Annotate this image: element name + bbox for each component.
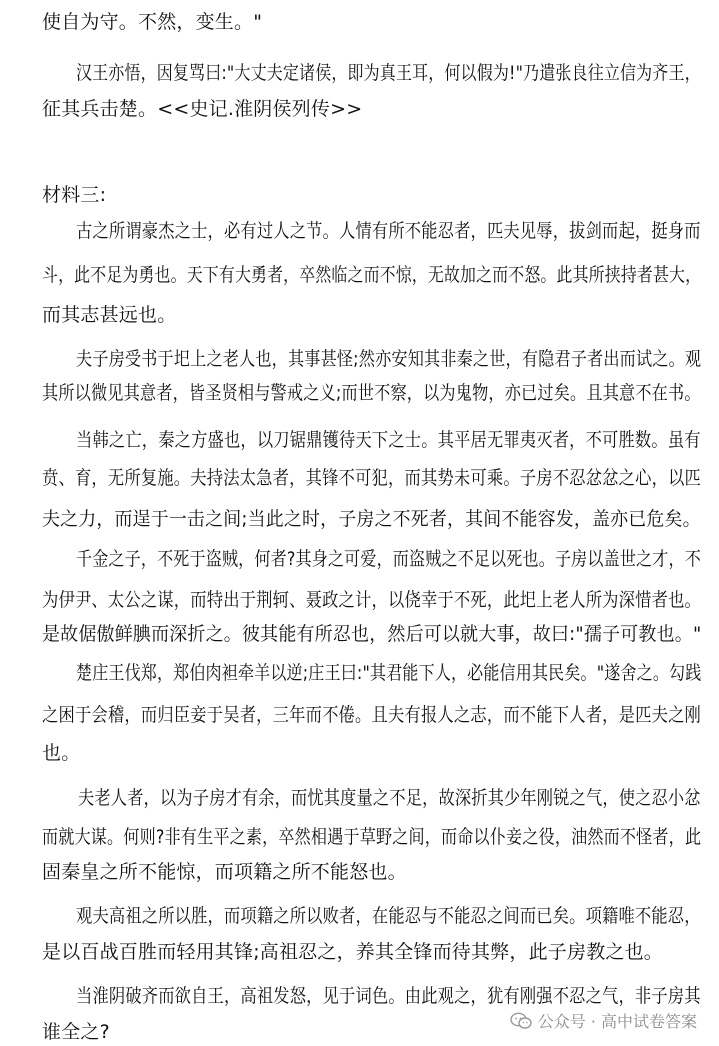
text-line: 观夫高祖之所以胜，而项籍之所以败者，在能忍与不能忍之间而已矣。项籍唯不能忍， xyxy=(76,905,701,927)
text-line: 是故倨傲鲜腆而深折之。彼其能有所忍也，然后可以就大事，故曰:"孺子可教也。" xyxy=(42,623,702,645)
text-line: 夫子房受书于圯上之老人也，其事甚怪;然亦安知其非秦之世，有隐君子者出而试之。观 xyxy=(76,348,702,370)
text-line: 之困于会稽，而归臣妾于吴者，三年而不倦。且夫有报人之志，而不能下人者，是匹夫之刚 xyxy=(42,704,702,726)
text-line: 也。 xyxy=(42,742,81,764)
text-line: 使自为守。不然，变生。" xyxy=(42,11,263,33)
text-line: 千金之子，不死于盗贼，何者?其身之可爱，而盗贼之不足以死也。子房以盖世之才，不 xyxy=(76,548,701,570)
text-line: 夫之力，而逞于一击之间;当此之时，子房之不死者，其间不能容发，盖亦已危矣。 xyxy=(42,508,701,530)
text-line: 当淮阴破齐而欲自王，高祖发怒，见于词色。由此观之，犹有刚强不忍之气，非子房其 xyxy=(76,985,701,1007)
text-line: 古之所谓豪杰之士，必有过人之节。人情有所不能忍者，匹夫见辱，拔剑而起，挺身而 xyxy=(76,220,701,242)
text-line: 固秦皇之所不能惊，而项籍之所不能怒也。 xyxy=(42,861,407,883)
text-line: 而就大谋。何则?非有生平之素，卒然相遇于草野之间，而命以仆妾之役，油然而不怪者，此 xyxy=(42,826,702,848)
text-line: 贲、育，无所复施。夫持法太急者，其锋不可犯，而其势未可乘。子房不忍忿忿之心，以匹 xyxy=(42,467,702,489)
text-line: 而其志甚远也。 xyxy=(42,304,177,326)
watermark xyxy=(510,1009,697,1032)
watermark-text: 公众号 · 高中试卷答案 xyxy=(537,1012,697,1031)
wechat-icon xyxy=(510,1012,532,1030)
text-line: 斗，此不足为勇也。天下有大勇者，卒然临之而不惊，无故加之而不怒。此其所挟持者甚大， xyxy=(42,264,702,286)
text-line: 谁全之? xyxy=(42,1021,110,1043)
text-line: 当韩之亡，秦之方盛也，以刀锯鼎镬待天下之士。其平居无罪夷灭者，不可胜数。虽有 xyxy=(76,429,701,451)
text-line: 汉王亦悟，因复骂曰:"大丈夫定诸侯，即为真王耳，何以假为!"乃遣张良往立信为齐王， xyxy=(76,62,701,84)
text-line: 楚庄王伐郑，郑伯肉袒牵羊以逆;庄王曰:"其君能下人，必能信用其民矣。"遂舍之。勾践 xyxy=(76,662,702,684)
text-line: 材料三: xyxy=(42,184,107,206)
text-line: 是以百战百胜而轻用其锋;高祖忍之，养其全锋而待其弊，此子房教之也。 xyxy=(42,941,664,963)
text-line: 征其兵击楚。<<史记.淮阴侯列传>> xyxy=(42,98,363,120)
text-line: 为伊尹、太公之谋，而特出于荆轲、聂政之计，以侥幸于不死，此圯上老人所为深惜者也。 xyxy=(42,589,702,611)
text-line: 夫老人者，以为子房才有余，而忧其度量之不足，故深折其少年刚锐之气，使之忍小忿 xyxy=(78,787,701,809)
text-line: 其所以微见其意者，皆圣贤相与警戒之义;而世不察，以为鬼物，亦已过矣。且其意不在书。 xyxy=(42,382,701,404)
